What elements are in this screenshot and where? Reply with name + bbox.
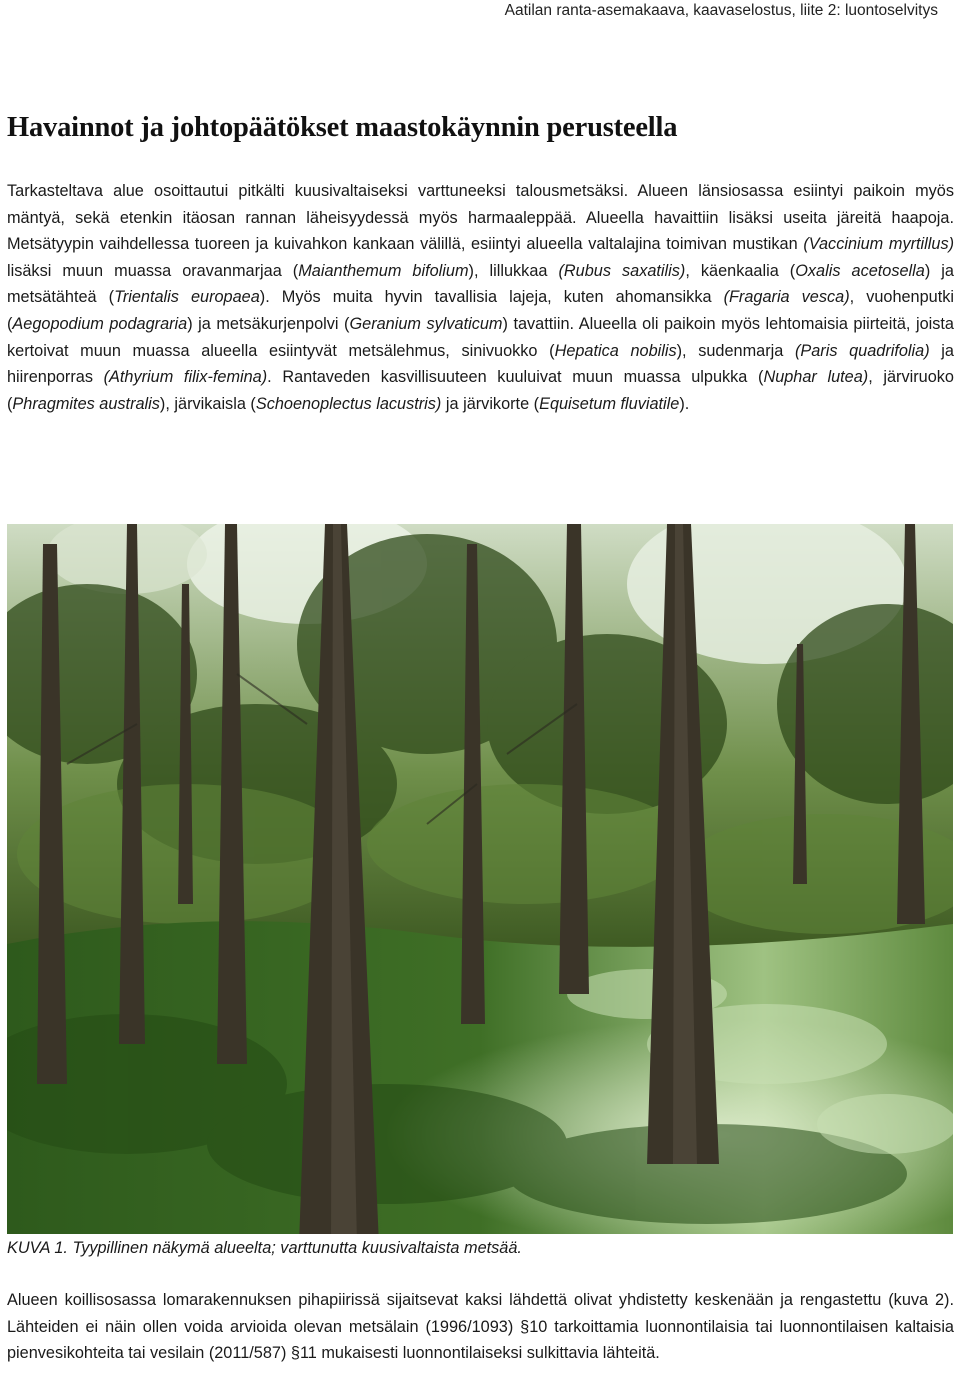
- text-run: ), lillukkaa: [468, 261, 559, 280]
- text-run: ).: [679, 394, 690, 413]
- species-name: Hepatica nobilis: [554, 341, 677, 360]
- text-run: , vuohenputki (: [7, 288, 955, 333]
- text-run: ). Myös muita hyvin tavallisia lajeja, kuten ahomansikka: [259, 288, 724, 307]
- text-run: ja hiirenporras: [7, 341, 954, 387]
- text-run: , käenkaalia (: [685, 261, 796, 280]
- forest-illustration: [7, 524, 953, 1234]
- figure-caption: KUVA 1. Tyypillinen näkymä alueelta; varttunutta kuusivaltaista metsää.: [7, 1239, 522, 1257]
- species-name: Trientalis europaea: [114, 288, 260, 307]
- text-run: lisäksi muun muassa oravanmarjaa (: [7, 261, 299, 280]
- text-run: ), sudenmarja: [676, 341, 795, 360]
- springs-paragraph: Alueen koillisosassa lomarakennuksen pihapiirissä sijaitsevat kaksi lähdettä olivat yhdistetty keskenään ja rengastettu (kuva 2). Lähteiden ei näin ollen voida arvioida olevan metsälain (1996/1093) §10 tarkoittamia luonnontilaisia tai luonnontilaisen kaltaisia pienvesikohteita tai vesilain (2011/587) §11 mukaisesti luonnontilaiseksi sulkittavia lähteitä.: [7, 1291, 954, 1363]
- text-run: . Rantaveden kasvillisuuteen kuuluivat muun muassa ulpukka (: [267, 368, 764, 387]
- species-name: Equisetum fluviatile: [539, 394, 680, 413]
- text-run: , järviruoko (: [7, 368, 954, 413]
- text-run: ) ja metsäkurjenpolvi (: [187, 314, 350, 333]
- species-name: Maianthemum bifolium: [298, 261, 469, 280]
- species-name: Schoenoplectus lacustris): [255, 394, 442, 413]
- species-name: (Rubus saxatilis): [558, 261, 686, 280]
- species-name: (Paris quadrifolia): [794, 341, 930, 360]
- species-name: (Vaccinium myrtillus): [803, 235, 955, 254]
- species-name: Nuphar lutea): [763, 368, 869, 387]
- species-name: Geranium sylvaticum: [349, 314, 503, 333]
- text-run: ), järvikaisla (: [159, 394, 256, 413]
- species-name: (Fragaria vesca): [723, 288, 850, 307]
- forest-photo: [7, 524, 953, 1234]
- text-run: ja järvikorte (: [441, 394, 540, 413]
- species-name: Phragmites australis: [12, 394, 160, 413]
- section-title: Havainnot ja johtopäätökset maastokäynnin perusteella: [7, 112, 678, 143]
- findings-paragraph: [7, 178, 954, 417]
- species-name: (Athyrium filix-femina): [103, 368, 268, 387]
- species-name: Oxalis acetosella: [795, 261, 925, 280]
- text-run: Tarkasteltava alue osoittautui pitkälti kuusivaltaiseksi varttuneeksi talousmetsäksi. Alueen länsiosassa esiintyi paikoin myös mäntyä, sekä etenkin itäosan rannan läheisyydessä myös harmaaleppää. Alueella havaittiin lisäksi useita järeitä haapoja. Metsätyypin vaihdellessa tuoreen ja kuivahkon kankaan välillä, esiintyi alueella valtalajina toimivan mustikan: [7, 182, 954, 254]
- text-run: ) tavattiin. Alueella oli paikoin myös lehtomaisia piirteitä, joista kertoivat muun muassa alueella esiintyvät metsälehmus, sinivuokko (: [7, 314, 954, 360]
- text-run: ) ja metsätähteä (: [7, 261, 954, 307]
- running-header: Aatilan ranta-asemakaava, kaavaselostus, liite 2: luontoselvitys: [504, 2, 938, 19]
- species-name: Aegopodium podagraria: [12, 314, 188, 333]
